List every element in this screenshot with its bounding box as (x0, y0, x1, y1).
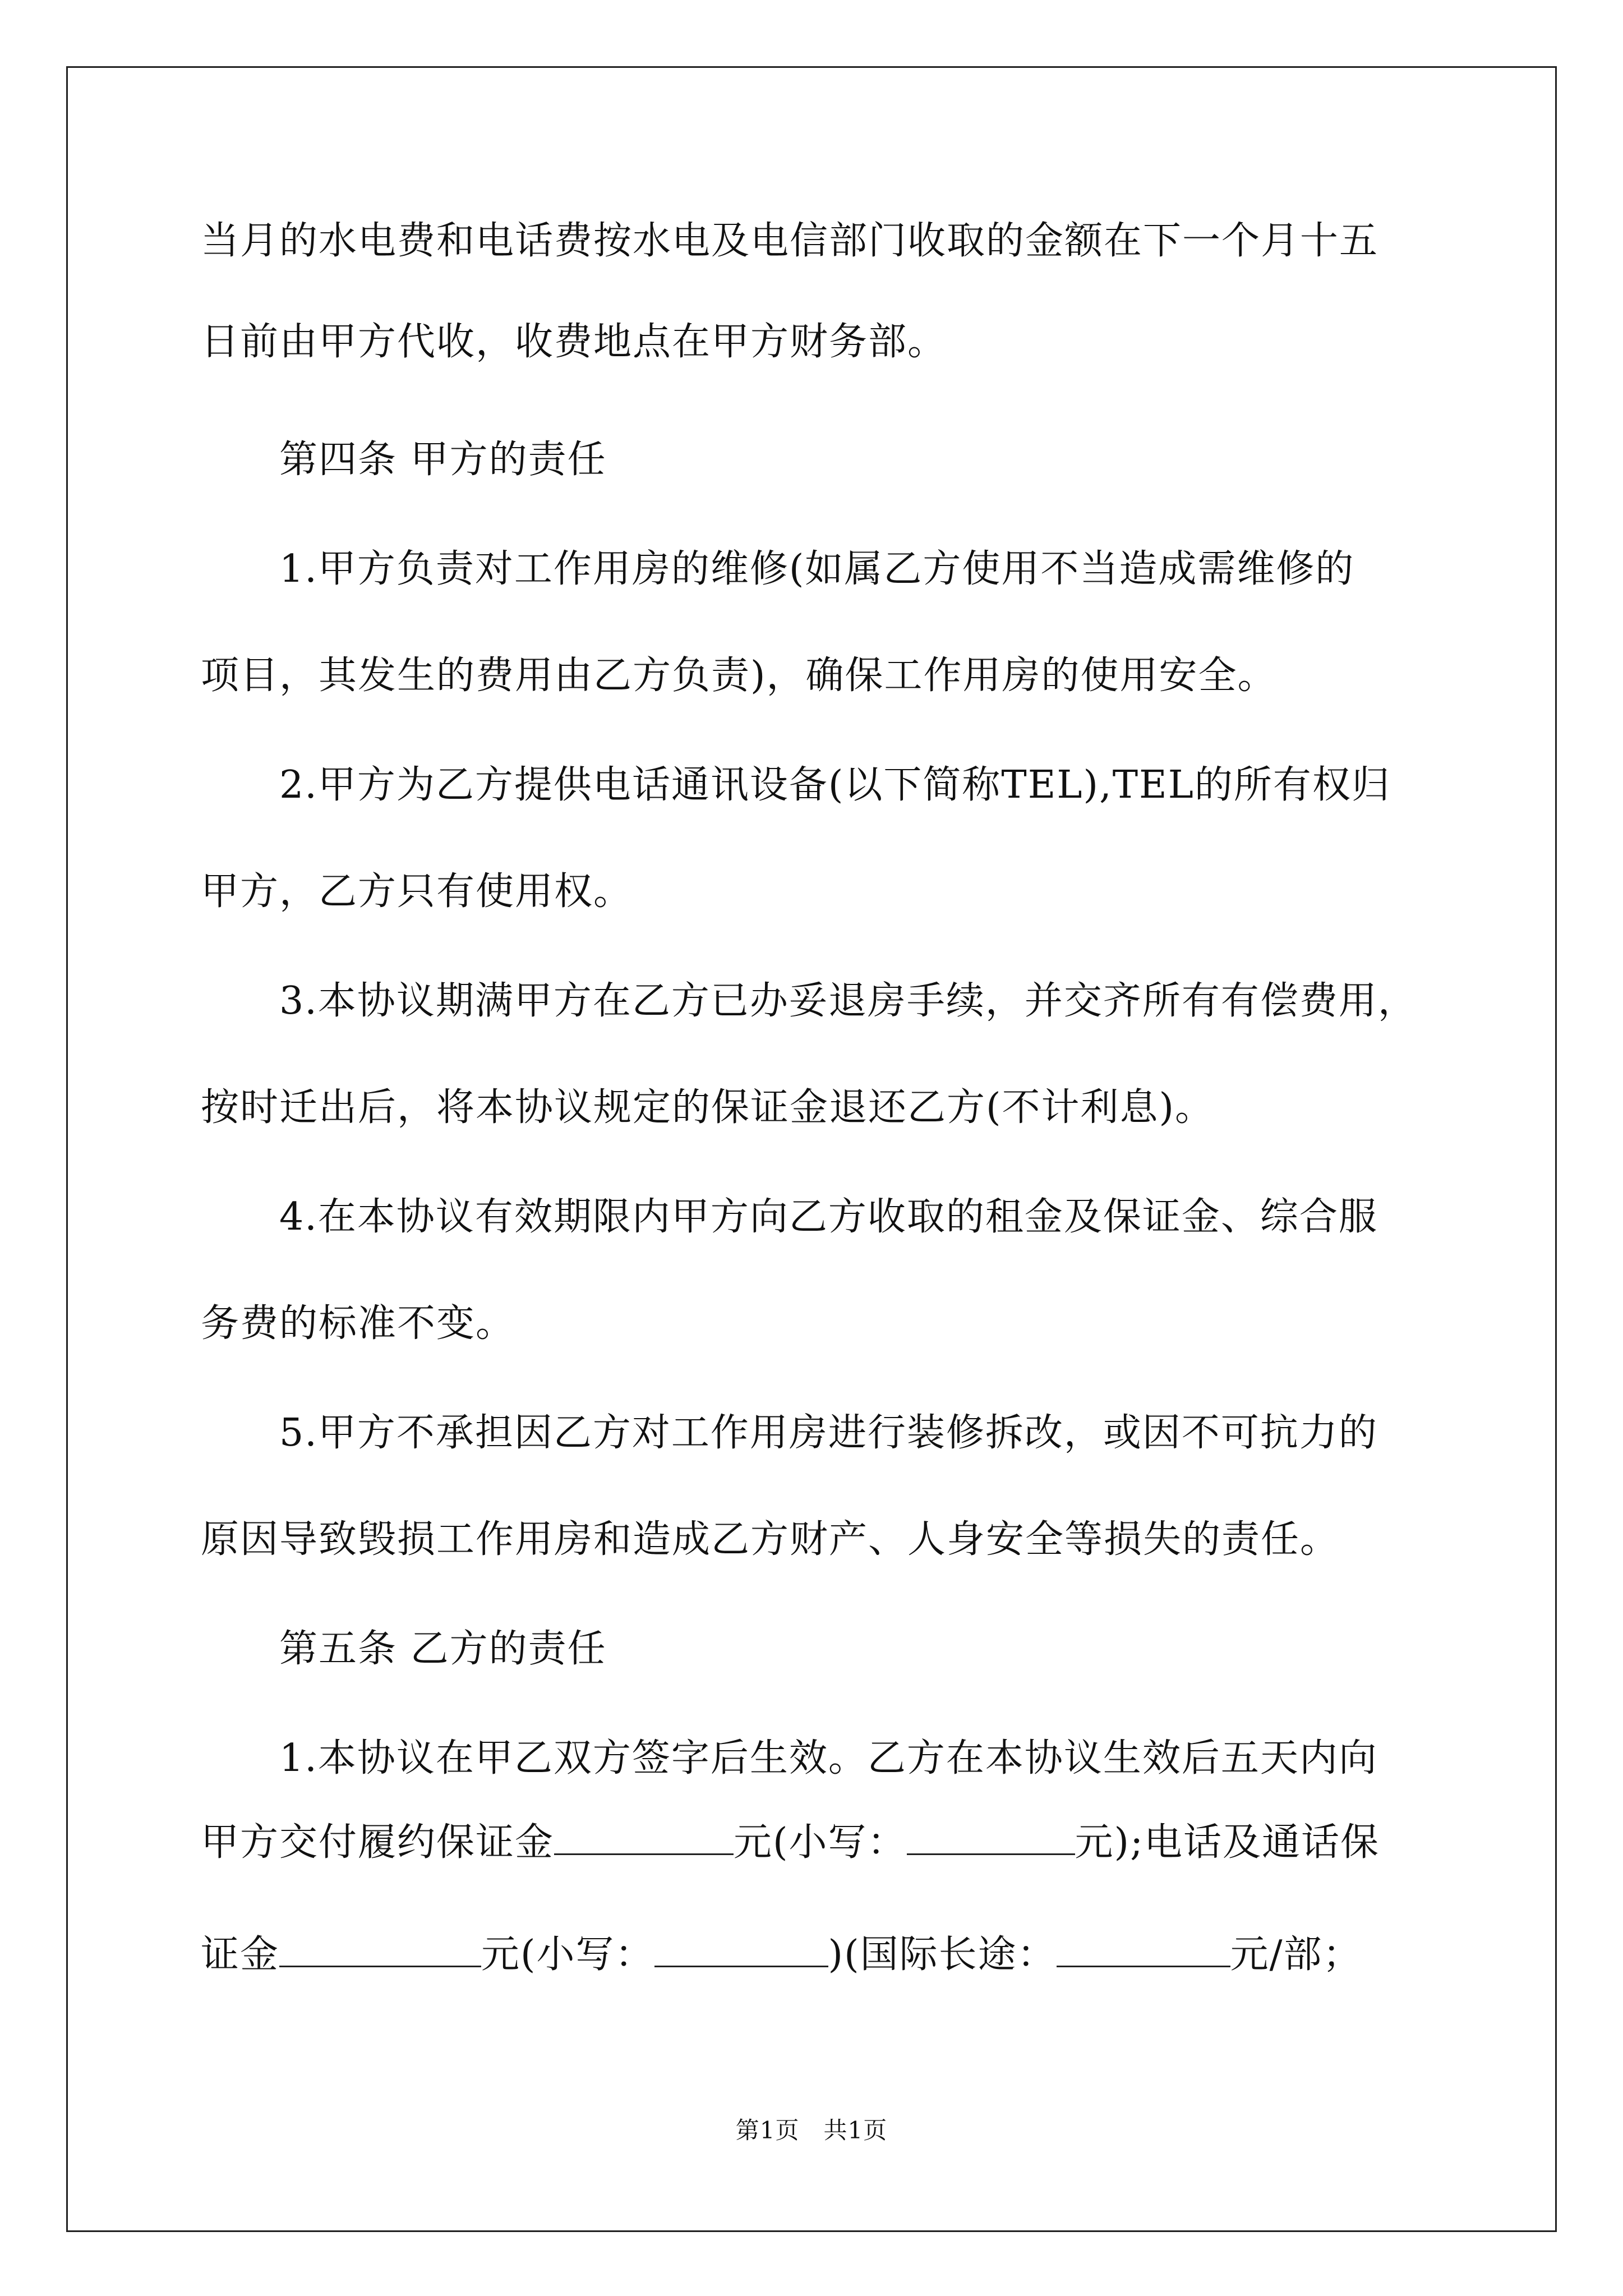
body-line-8: 3.本协议期满甲方在乙方已办妥退房手续，并交齐所有有偿费用， (279, 979, 1417, 1023)
article-five-heading: 第五条 乙方的责任 (279, 1627, 607, 1671)
article-four-heading: 第四条 甲方的责任 (279, 438, 607, 482)
body-line-7: 甲方，乙方只有使用权。 (201, 869, 633, 914)
phone-deposit-blank[interactable] (279, 1931, 481, 1967)
body-line-6: 2.甲方为乙方提供电话通讯设备(以下简称TEL),TEL的所有权归 (279, 763, 1391, 807)
line-16-part-1: 甲方交付履约保证金 (201, 1820, 555, 1865)
phone-deposit-lowercase-blank[interactable] (654, 1931, 828, 1967)
line-17-part-2: 元(小写： (481, 1932, 654, 1977)
page-number-footer: 第1页 共1页 (735, 2116, 888, 2144)
body-line-12: 5.甲方不承担因乙方对工作用房进行装修拆改，或因不可抗力的 (279, 1411, 1378, 1455)
line-16-part-3: 元);电话及通话保 (1075, 1820, 1380, 1865)
body-line-11: 务费的标准不变。 (201, 1301, 515, 1346)
body-line-13: 原因导致毁损工作用房和造成乙方财产、人身安全等损失的责任。 (201, 1517, 1340, 1562)
body-line-10: 4.在本协议有效期限内甲方向乙方收取的租金及保证金、综合服 (279, 1195, 1378, 1239)
body-line-1: 当月的水电费和电话费按水电及电信部门收取的金额在下一个月十五 (201, 219, 1379, 263)
body-line-9: 按时迁出后，将本协议规定的保证金退还乙方(不计利息)。 (201, 1085, 1215, 1130)
body-line-2: 日前由甲方代收，收费地点在甲方财务部。 (201, 320, 947, 364)
body-line-15: 1.本协议在甲乙双方签字后生效。乙方在本协议生效后五天内向 (279, 1736, 1378, 1780)
body-line-4: 1.甲方负责对工作用房的维修(如属乙方使用不当造成需维修的 (279, 547, 1355, 591)
body-line-5: 项目，其发生的费用由乙方负责)，确保工作用房的使用安全。 (201, 654, 1277, 698)
body-line-16 (201, 1818, 1380, 1868)
body-line-17 (201, 1930, 1362, 1980)
line-17-part-1: 证金 (201, 1932, 280, 1977)
line-17-part-4: 元/部； (1230, 1932, 1362, 1977)
line-17-part-3: )(国际长途： (828, 1932, 1057, 1977)
line-16-part-2: 元(小写： (734, 1820, 907, 1865)
deposit-amount-blank[interactable] (554, 1819, 734, 1855)
page-border (66, 66, 1557, 2232)
international-call-blank[interactable] (1057, 1931, 1230, 1967)
deposit-lowercase-blank[interactable] (907, 1819, 1075, 1855)
